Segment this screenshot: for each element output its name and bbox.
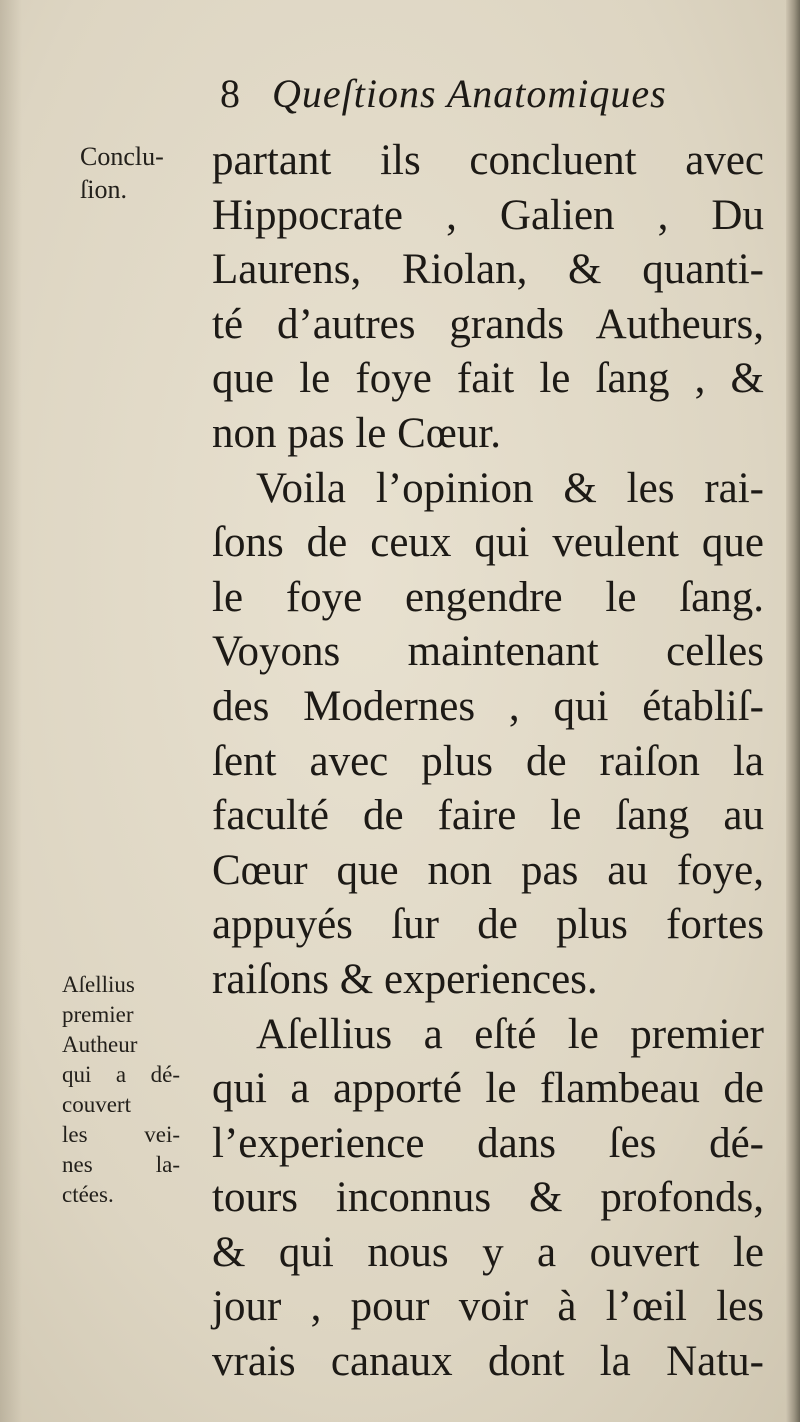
text-line: ſent avec plus de raiſon la [212,737,764,785]
main-text-block [212,134,764,1390]
page-edge [786,0,800,1422]
text-line: Laurens, Riolan, & quanti- [212,246,764,294]
text-line: ſons de ceux qui veulent que [212,519,764,567]
text-line: Aſellius a eſté le premier [256,1010,764,1058]
text-line: que le foye fait le ſang , & [212,355,764,403]
marginal-note-line: Conclu- [80,142,164,171]
text-line: té d’autres grands Autheurs, [212,300,764,348]
text-line: Hippocrate , Galien , Du [212,191,764,239]
marginal-note-line: ſion. [80,175,127,204]
text-line: vrais canaux dont la Natu- [212,1338,764,1386]
marginal-note-line: qui a dé- [62,1062,180,1087]
text-line: raiſons & experiences. [212,955,598,1003]
text-line: des Modernes , qui établiſ- [212,682,764,730]
text-line: appuyés ſur de plus fortes [212,901,764,949]
text-line: non pas le Cœur. [212,409,502,457]
marginal-note-asellius [62,970,180,1210]
text-line: le foye engendre le ſang. [212,573,764,621]
marginal-note-line: ctées. [62,1182,114,1207]
marginal-note-line: premier [62,1002,134,1027]
text-line: Voyons maintenant celles [212,628,764,676]
marginal-note-line: les vei- [62,1122,180,1147]
text-line: partant ils concluent avec [212,137,764,184]
marginal-note-line: Autheur [62,1032,138,1057]
marginal-note-conclusion [80,140,216,206]
marginal-note-line: nes la- [62,1152,180,1177]
text-line: Cœur que non pas au foye, [212,846,764,894]
text-line: Voila l’opinion & les rai- [256,464,764,512]
text-line: & qui nous y a ouvert le [212,1228,764,1276]
text-line: jour , pour voir à l’œil les [212,1283,764,1331]
text-line: qui a apporté le flambeau de [212,1065,764,1113]
running-head [220,68,740,120]
text-line: tours inconnus & profonds, [212,1174,764,1222]
spine-shadow [0,0,22,1422]
text-line: faculté de faire le ſang au [212,792,764,840]
marginal-note-line: couvert [62,1092,131,1117]
text-line: l’experience dans ſes dé- [212,1119,764,1167]
running-title: Queſtions Anatomiques [272,71,667,116]
marginal-note-line: Aſellius [62,972,135,997]
page-number: 8 [220,71,240,116]
